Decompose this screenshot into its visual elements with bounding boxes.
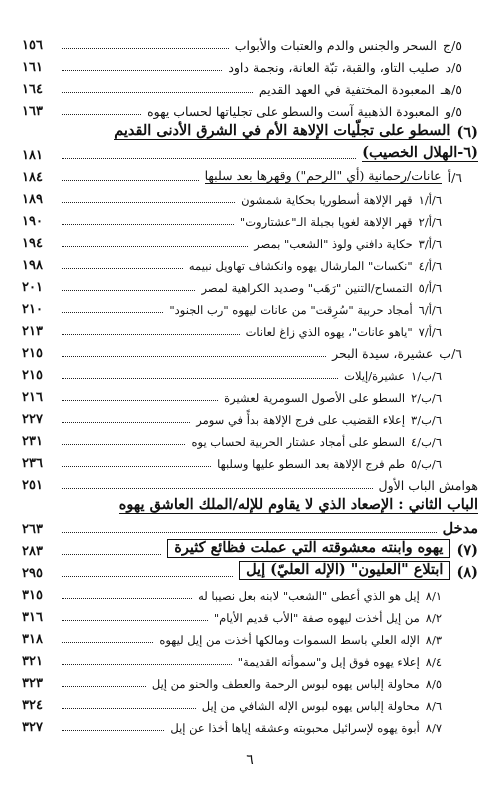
toc-entry-number: ٦/أ/٥	[418, 280, 442, 295]
dot-leader	[62, 70, 222, 71]
toc-entry	[22, 712, 478, 734]
toc-entry-title: عشيرة/إيلات	[344, 368, 406, 383]
toc-entry-title: الإله العلي باسط السموات ومالكها أخذت من إيل ليهوه	[159, 632, 420, 647]
toc-entry-title: الباب الثاني : الإصعاد الذي لا يقاوم للإله/الملك العاشق يهوه	[118, 495, 478, 513]
toc-entry-title: المعبودة الذهبية آست والسطو على تجلياتها لحساب يهوه	[147, 103, 440, 119]
dot-leader	[62, 180, 199, 181]
toc-entry-title: "ياهو عانات"، يهوه الذي زاغ لعانات	[245, 324, 413, 339]
toc-entry-title: إعلاء القضيب على فرج الإلاهة بدأً في سومر	[196, 412, 406, 427]
toc-entry	[22, 184, 478, 206]
dot-leader	[62, 290, 195, 291]
toc-entry	[22, 52, 478, 74]
dot-leader	[62, 444, 185, 445]
dot-leader	[62, 312, 163, 313]
toc-entry-page: ٣٢١	[22, 654, 43, 669]
toc-entry-page: ٢٥١	[22, 478, 43, 493]
dot-leader	[62, 642, 153, 643]
dot-leader	[62, 466, 211, 467]
toc-entry-page: ١٨٤	[22, 170, 43, 185]
toc-entry	[22, 558, 478, 580]
toc-entry-title: السطو على تجلّيات الإلاهة الأم في الشرق الأدنى القديم	[114, 121, 451, 139]
toc-entry-number: ٦/ب/١	[411, 368, 442, 383]
dot-leader	[62, 202, 235, 203]
toc-entry	[22, 602, 478, 624]
dot-leader	[62, 378, 338, 379]
dot-leader	[62, 620, 208, 621]
toc-entry	[22, 140, 478, 162]
dot-leader	[62, 664, 232, 665]
toc-entry-page: ١٩٠	[22, 214, 43, 229]
toc-entry-number: ٦/ب/٢	[411, 390, 442, 405]
toc-entry-title: مدخل	[442, 519, 478, 537]
toc-entry-title: قهر الإلاهة أسطوريا بحكاية شمشون	[241, 192, 413, 207]
toc-entry-page: ٢٣١	[22, 434, 43, 449]
toc-entry	[22, 536, 478, 558]
toc-entry-title: صليب التاو، والقبة، تبّة العانة، ونجمة داود	[228, 59, 440, 75]
toc-entry-page: ٢١٣	[22, 324, 43, 339]
toc-entry	[22, 514, 478, 536]
toc-entry-page: ٣١٥	[22, 588, 43, 603]
toc-entry-title: إعلاء يهوه فوق إيل و"سموأته القديمة"	[237, 654, 420, 669]
toc-entry-page: ١٩٨	[22, 258, 43, 273]
toc-entry	[22, 624, 478, 646]
toc-entry-number: ٨/٦	[425, 698, 442, 713]
dot-leader	[62, 576, 233, 577]
toc-entry	[22, 272, 478, 294]
toc-entry-title: يهوه وابنته معشوقته التي عملت فظائع كثيرة	[167, 539, 450, 559]
toc-entry-page: ٣١٦	[22, 610, 43, 625]
toc-entry-title: السطو على أمجاد عشتار الحربية لحساب يوه	[191, 434, 406, 449]
dot-leader	[62, 400, 218, 401]
toc-entry-number: ٦/ب/٣	[411, 412, 442, 427]
toc-entry-number: ٦/ب	[439, 345, 462, 361]
toc-entry	[22, 96, 478, 118]
toc-entry-page: ١٦٤	[22, 82, 43, 97]
toc-entry-number: (٧)	[456, 541, 478, 559]
toc-entry-page: ١٩٤	[22, 236, 43, 251]
toc-entry-page: ٢٦٣	[22, 522, 43, 537]
toc-entry-number: ٨/٣	[425, 632, 442, 647]
toc-entry-title: "نكسات" المارشال يهوه وانكشاف تهاويل نبيمه	[188, 258, 413, 273]
toc-entry-number: ٦/أ/٣	[418, 236, 442, 251]
toc-entry-page: ١٨١	[22, 148, 43, 163]
toc-entry	[22, 580, 478, 602]
toc-entry-number: (٦)	[456, 123, 478, 141]
toc-entry-number: ٥/د	[445, 59, 462, 75]
toc-entry-title: قهر الإلاهة لغويا بجبلة الـ"عشتاروت"	[239, 214, 413, 229]
toc-entry-number: ٦/أ/٤	[418, 258, 442, 273]
dot-leader	[62, 532, 437, 533]
toc-entry-page: ٢١٥	[22, 368, 43, 383]
toc-entry-page: ٢١٠	[22, 302, 43, 317]
toc-entry-page: ٣٢٧	[22, 720, 43, 735]
toc-entry-number: ٦/أ	[447, 169, 462, 185]
toc-entry	[22, 448, 478, 470]
toc-entry-title: محاولة إلباس يهوه لبوس الإله الشافي من إيل	[201, 698, 420, 713]
toc-entry-title: المعبودة المختفية في العهد القديم	[258, 81, 435, 97]
toc-entry-number: ٥/هـ	[440, 81, 462, 97]
dot-leader	[62, 708, 196, 709]
toc-entry	[22, 316, 478, 338]
toc-entry-page: ٢٨٣	[22, 544, 43, 559]
toc-entry-page: ١٦٣	[22, 104, 43, 119]
toc-entry-title: محاولة إلباس يهوه لبوس الرحمة والعطف والحنو من إيل	[151, 676, 420, 691]
toc-entry	[22, 118, 478, 140]
toc-entry-number: ٨/٧	[425, 720, 442, 735]
dot-leader	[62, 92, 253, 93]
toc-entry-page: ٢٢٧	[22, 412, 43, 427]
toc-entry	[22, 338, 478, 360]
toc-entry-number: ٥/و	[445, 103, 462, 119]
toc-entry	[22, 492, 478, 514]
toc-entry-page: ١٨٩	[22, 192, 43, 207]
toc-entry	[22, 294, 478, 316]
toc-entry-number: ٦/أ/٦	[418, 302, 442, 317]
toc-entry-title: التمساح/التنين "رَهَب" وصديد الكراهية لمصر	[201, 280, 413, 295]
toc-entry-page: ٢٣٦	[22, 456, 43, 471]
dot-leader	[62, 598, 192, 599]
dot-leader	[62, 686, 146, 687]
toc-entry	[22, 206, 478, 228]
dot-leader	[62, 158, 356, 159]
toc-entry-page: ٢٠١	[22, 280, 43, 295]
toc-entry-number: ٦/أ/٢	[418, 214, 442, 229]
toc-entry-title: السحر والجنس والدم والعتبات والأبواب	[234, 37, 437, 53]
toc-entry-page: ٣٢٤	[22, 698, 43, 713]
toc-entry-page: ٢١٥	[22, 346, 43, 361]
toc-entry	[22, 426, 478, 448]
toc-entry	[22, 668, 478, 690]
toc-entry-number: ٨/٤	[425, 654, 442, 669]
dot-leader	[62, 114, 141, 115]
toc-entry-number: ٨/٢	[425, 610, 442, 625]
toc-entry-title: أمجاد حربية "سُرِقت" من عانات ليهوه "رب الجنود"	[169, 302, 413, 317]
toc-entry	[22, 162, 478, 184]
toc-entry	[22, 690, 478, 712]
dot-leader	[62, 224, 234, 225]
toc-entry-number: ٥/ج	[443, 37, 462, 53]
toc-entry	[22, 382, 478, 404]
dot-leader	[62, 422, 190, 423]
dot-leader	[62, 554, 161, 555]
toc-entry-title: ابتلاع "العليون" (الإله العليّ) إيل	[239, 561, 450, 581]
toc-entry	[22, 470, 478, 492]
toc-entry-number: ٨/٥	[425, 676, 442, 691]
toc-entry-title: (٦-الهلال الخصيب)	[362, 143, 478, 161]
dot-leader	[62, 268, 183, 269]
toc-entry-page: ١٥٦	[22, 38, 43, 53]
toc-entry-page: ٢٩٥	[22, 566, 43, 581]
page-number: ٦	[246, 752, 254, 768]
toc-entry-number: (٨)	[456, 563, 478, 581]
dot-leader	[62, 334, 240, 335]
toc-entry-page: ١٦١	[22, 60, 43, 75]
toc-list	[22, 30, 478, 734]
toc-entry-number: ٦/ب/٥	[411, 456, 442, 471]
toc-entry-title: عانات/رحمانية (أي "الرحم") وقهرها بعد سلبها	[204, 167, 442, 183]
toc-entry-number: ٦/ب/٤	[411, 434, 442, 449]
toc-entry-page: ٢١٦	[22, 390, 43, 405]
toc-entry-title: أبوة يهوه لإسرائيل محبوبته وعشقه إياها أخذا عن إيل	[170, 720, 420, 735]
toc-entry-title: عشيرة، سيدة البحر	[332, 345, 434, 361]
toc-entry-number: ٨/١	[425, 588, 442, 603]
toc-entry-title: حكاية دافني ولوذ "الشعب" بمصر	[254, 236, 413, 251]
toc-entry-title: السطو على الأصول السومرية لعشيرة	[224, 390, 406, 405]
toc-entry-title: هوامش الباب الأول	[378, 477, 478, 493]
dot-leader	[62, 48, 229, 49]
dot-leader	[62, 356, 326, 357]
toc-entry-page: ٣٢٣	[22, 676, 43, 691]
toc-entry	[22, 646, 478, 668]
toc-entry	[22, 30, 478, 52]
toc-entry-number: ٦/أ/١	[418, 192, 442, 207]
toc-entry	[22, 250, 478, 272]
toc-entry-title: إيل هو الذي أعطى "الشعب" لابنه بعل نصيبا له	[198, 588, 420, 603]
toc-entry-number: ٦/أ/٧	[418, 324, 442, 339]
toc-entry-title: من إيل أخذت ليهوه صفة "الأب قديم الأيام"	[213, 610, 420, 625]
toc-entry	[22, 360, 478, 382]
toc-entry	[22, 228, 478, 250]
dot-leader	[62, 246, 248, 247]
toc-entry	[22, 74, 478, 96]
toc-entry-title: طم فرج الإلاهة بعد السطو عليها وسلبها	[217, 456, 406, 471]
toc-entry-page: ٣١٨	[22, 632, 43, 647]
toc-entry	[22, 404, 478, 426]
dot-leader	[62, 488, 373, 489]
dot-leader	[62, 730, 164, 731]
